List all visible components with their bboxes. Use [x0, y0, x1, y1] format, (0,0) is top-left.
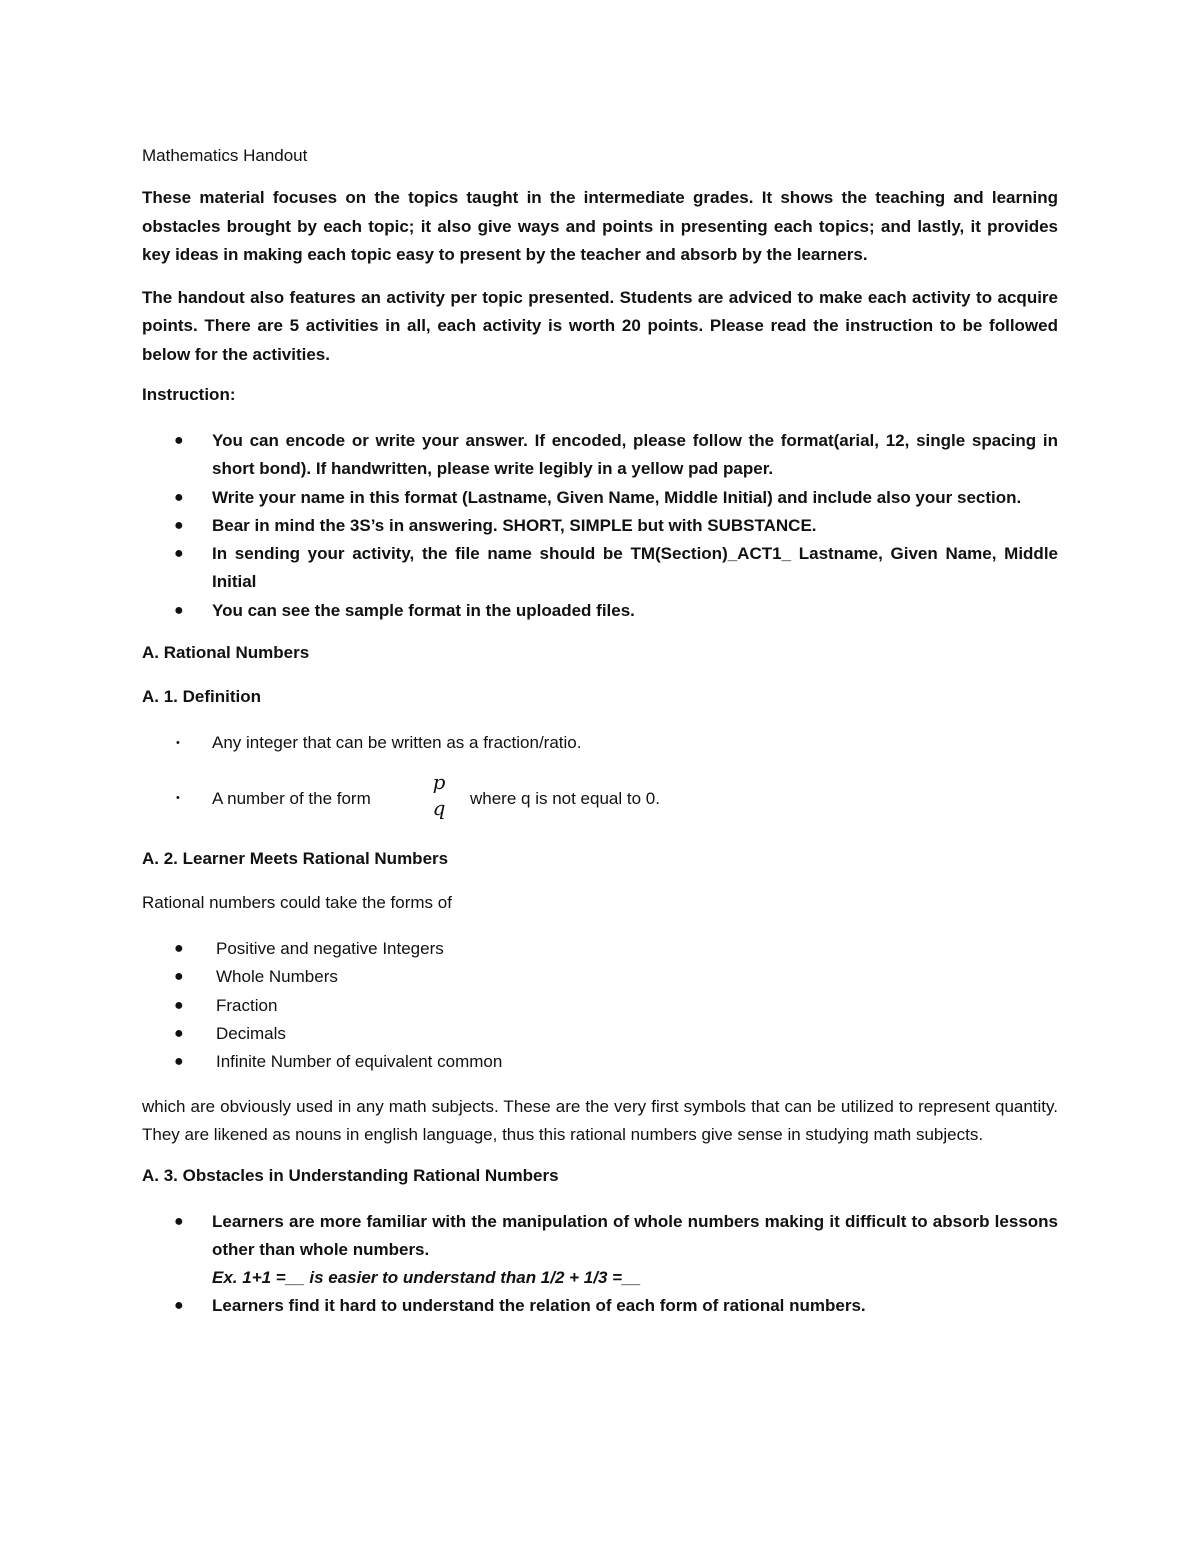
handout-page	[142, 144, 1058, 1337]
instruction-list	[142, 427, 1058, 625]
instruction-text: You can see the sample format in the uploaded files.	[212, 600, 635, 620]
bullet-icon: ●	[174, 1297, 184, 1315]
instruction-text: Write your name in this format (Lastname, Given Name, Middle Initial) and include also your section.	[212, 487, 1022, 507]
form-item	[142, 1048, 1058, 1076]
forms-intro: Rational numbers could take the forms of	[142, 893, 452, 913]
bullet-icon: ●	[174, 488, 184, 506]
definition-item-fraction	[142, 770, 1058, 831]
instruction-item	[142, 597, 1058, 625]
instruction-text: You can encode or write your answer. If encoded, please follow the format(arial, 12, single spacing in short bond). If handwritten, please write legibly in a yellow pad paper.	[212, 431, 1058, 479]
bullet-icon: ●	[174, 940, 184, 958]
obstacles-heading: A. 3. Obstacles in Understanding Rational Numbers	[142, 1165, 559, 1185]
bullet-icon: ●	[174, 1212, 184, 1230]
bullet-icon: ●	[174, 545, 184, 563]
small-bullet-icon: •	[176, 737, 180, 750]
form-text: Infinite Number of equivalent common	[216, 1052, 503, 1072]
fraction-denominator: q	[432, 796, 446, 821]
form-text: Fraction	[216, 995, 278, 1015]
obstacle-item	[142, 1292, 1058, 1320]
instruction-item	[142, 512, 1058, 540]
fraction-p-over-q	[429, 769, 449, 821]
form-item	[142, 935, 1058, 963]
bullet-icon: ●	[174, 996, 184, 1014]
obstacle-text: Learners find it hard to understand the relation of each form of rational numbers.	[212, 1296, 866, 1316]
intro-paragraph: These material focuses on the topics taught in the intermediate grades. It shows the teaching and learning obstacles brought by each topic; it also give ways and points in presenting each topics; and lastly, it provides key ideas in making each topic easy to present by the teacher and absorb by the learners.	[142, 188, 1058, 264]
form-item	[142, 992, 1058, 1020]
form-text: Decimals	[216, 1023, 286, 1043]
instruction-text: Bear in mind the 3S’s in answering. SHORT, SIMPLE but with SUBSTANCE.	[212, 515, 817, 535]
bullet-icon: ●	[174, 516, 184, 534]
instruction-item	[142, 540, 1058, 597]
definition-item	[142, 729, 1058, 757]
definition-lead-text: A number of the form	[212, 789, 371, 809]
activity-paragraph: The handout also features an activity per topic presented. Students are adviced to make each activity to acquire points. There are 5 activities in all, each activity is worth 20 points. Please read the instruction to be followed below for the activities.	[142, 287, 1058, 364]
obstacles-list	[142, 1208, 1058, 1321]
learner-heading: A. 2. Learner Meets Rational Numbers	[142, 849, 449, 869]
definition-text: Any integer that can be written as a fraction/ratio.	[212, 733, 582, 753]
section-a-heading: A. Rational Numbers	[142, 643, 310, 663]
bullet-icon: ●	[174, 1053, 184, 1071]
instruction-item	[142, 484, 1058, 512]
bullet-icon: ●	[174, 432, 184, 449]
document-title: Mathematics Handout	[142, 146, 308, 165]
bullet-icon: ●	[174, 1024, 184, 1042]
form-text: Positive and negative Integers	[216, 939, 444, 959]
bullet-icon: ●	[174, 601, 184, 619]
form-item	[142, 1020, 1058, 1048]
instruction-item	[142, 427, 1058, 484]
forms-list	[142, 935, 1058, 1076]
obstacle-item	[142, 1208, 1058, 1293]
definition-tail-text: where q is not equal to 0.	[470, 789, 660, 809]
obstacle-example: Ex. 1+1 =__ is easier to understand than 1/2 + 1/3 =__	[212, 1268, 642, 1288]
obstacle-text: Learners are more familiar with the manipulation of whole numbers making it difficult to absorb lessons other than whole numbers.	[212, 1211, 1058, 1259]
definition-heading: A. 1. Definition	[142, 687, 261, 707]
form-item	[142, 963, 1058, 991]
instruction-heading: Instruction:	[142, 385, 236, 404]
bullet-icon: ●	[174, 968, 184, 986]
instruction-text: In sending your activity, the file name should be TM(Section)_ACT1_ Lastname, Given Name, Middle Initial	[212, 544, 1058, 592]
forms-paragraph: which are obviously used in any math subjects. These are the very first symbols that can be utilized to represent quantity. They are likened as nouns in english language, thus this rational numbers give sense in studying math subjects.	[142, 1096, 1058, 1145]
fraction-numerator: p	[432, 770, 446, 795]
small-bullet-icon: •	[176, 792, 180, 805]
form-text: Whole Numbers	[216, 967, 338, 987]
